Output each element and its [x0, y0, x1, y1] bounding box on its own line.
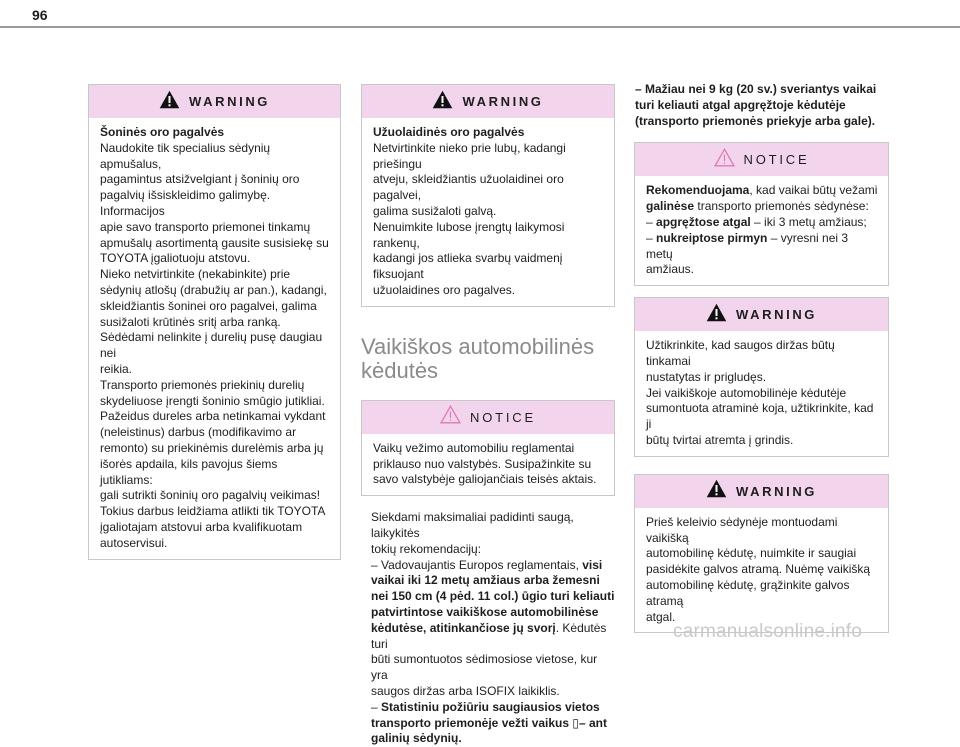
text-line: susižaloti krūtinės sritį arba ranką. [100, 314, 281, 329]
warning-triangle-icon [159, 90, 180, 114]
text-line: galima susižaloti galvą. [373, 203, 497, 218]
rec-line: nei 150 cm (4 pėd. 11 col.) ūgio turi keliauti [371, 589, 615, 604]
text-line: pasidėkite galvos atramą. Nuėmę vaikišką [646, 562, 871, 577]
warning-title: Šoninės oro pagalvės [100, 125, 225, 139]
text-line: Nieko netvirtinkite (nekabinkite) prie [100, 267, 291, 282]
text-line: Sėdėdami nelinkite į durelių pusę daugiau nei [100, 330, 323, 361]
text-line: nustatytas ir prigludęs. [646, 369, 767, 384]
notice-line: galinėse transporto priemonės sėdynėse: [646, 199, 869, 214]
text-line: Prieš keleivio sėdynėje montuodami vaikišką [646, 514, 838, 545]
text-line: gali sutrikti šoninių oro pagalvių veikimas! [100, 488, 321, 503]
text-line: Netvirtinkite nieko prie lubų, kadangi priešingu [373, 140, 566, 171]
notice-box-seating [634, 142, 889, 286]
warning-header [89, 85, 340, 118]
warning-text [646, 515, 878, 626]
rec-line: – Vadovaujantis Europos reglamentais, visi [371, 557, 603, 572]
page-number: 96 [32, 7, 48, 23]
text-line: atveju, skleidžiantis užuolaidinei oro pagalvei, [373, 172, 564, 203]
text-line: užuolaidines oro pagalves. [373, 282, 516, 297]
warning-label: WARNING [735, 307, 818, 323]
text-line: pagalvių išsiskleidimo galimybę. Informacijos [100, 188, 271, 218]
text-line: kadangi jos atlieka svarbų vaidmenį fiksuojant [373, 251, 563, 282]
warning-title: Užuolaidinės oro pagalvės [373, 125, 525, 139]
column-1 [88, 84, 341, 560]
warning-box-head-restraint [634, 474, 889, 634]
text-line: TOYOTA įgaliotuoju atstovu. [100, 251, 251, 266]
text-line: išorės apdaila, kils pavojus šiems jutikliams: [100, 456, 278, 487]
text-line: skleidžiantis šoninei oro pagalvei, galima [100, 298, 317, 313]
text-line: Jei vaikiškoje automobilinėje kėdutėje [646, 385, 847, 400]
text-line: Pažeidus dureles arba netinkamai vykdant [100, 409, 326, 424]
text-line: sumontuota atraminė koja, užtikrinkite, kad ji [646, 401, 874, 432]
text-line: skydeliuose įrengti šoninio smūgio jutikliai. [100, 393, 325, 408]
warning-text [100, 141, 330, 552]
notice-text [373, 441, 604, 488]
rec-line: patvirtintose vaikiškose automobilinėse [371, 604, 599, 619]
text-line: apmušalų asortimentą gausite susisiekę su [100, 235, 329, 250]
text-line: apie savo transporto priemonei tinkamų [100, 219, 311, 234]
warning-box-belt [634, 297, 889, 457]
rec-line: tokių rekomendacijų: [371, 541, 482, 556]
text-line: sėdynių atlošų (drabužių ar pan.), kadangi, [100, 282, 327, 297]
watermark: carmanualsonline.info [673, 621, 863, 642]
notice-header [362, 401, 614, 434]
warning-triangle-icon [432, 90, 453, 114]
rec-line: kėdutėse, atitinkančiose jų svorį. Kėdutės turi [371, 620, 607, 651]
notice-body [362, 434, 614, 495]
warning-header [635, 475, 888, 508]
text-line: (transporto priemonės priekyje arba gale). [635, 113, 876, 128]
text-line: Tokius darbus leidžiama atlikti tik TOYOTA [100, 504, 326, 519]
section-title [361, 335, 615, 383]
notice-triangle-icon [714, 148, 735, 172]
notice-box-regulations [361, 400, 615, 496]
recommendations-text [361, 510, 615, 747]
notice-body [635, 176, 888, 285]
section-title-line-1: Vaikiškos automobilinės [361, 333, 595, 359]
rec-line: būti sumontuotos sėdimosiose vietose, kur yra [371, 652, 598, 683]
text-line: Užtikrinkite, kad saugos diržas būtų tinkamai [646, 338, 835, 368]
warning-header [635, 298, 888, 331]
rec-line: – Statistiniu požiūriu saugiausios vietos [371, 699, 600, 714]
warning-text [646, 338, 878, 449]
text-line: įgaliotajam atstovui arba kvalifikuotam [100, 519, 303, 534]
warning-box-curtain-airbags [361, 84, 615, 307]
column-3 [634, 84, 889, 633]
text-line: autoservisui. [100, 535, 168, 550]
rec-line: galinių sėdynių. [371, 731, 462, 746]
text-line: – Mažiau nei 9 kg (20 sv.) sveriantys vaikai [635, 82, 877, 96]
text-line: automobilinę kėdutę, grąžinkite galvos atramą [646, 577, 850, 608]
text-line: Transporto priemonės priekinių durelių [100, 377, 305, 392]
text-line: pagamintus atsižvelgiant į šoninių oro [100, 172, 300, 187]
warning-triangle-icon [706, 479, 727, 503]
rear-facing-intro [634, 82, 889, 129]
warning-body [362, 118, 614, 306]
text-line: priklauso nuo valstybės. Susipažinkite su [373, 456, 592, 471]
warning-label: WARNING [188, 94, 271, 109]
warning-triangle-icon [706, 303, 727, 327]
notice-line: Rekomenduojama, kad vaikai būtų vežami [646, 183, 878, 198]
warning-label: WARNING [462, 94, 544, 109]
text-line: Vaikų vežimo automobiliu reglamentai [373, 440, 575, 455]
notice-label: NOTICE [470, 409, 536, 425]
warning-body [89, 118, 340, 559]
rec-line: Siekdami maksimaliai padidinti saugą, laikykitės [371, 510, 574, 540]
warning-header [362, 85, 614, 118]
rec-line: saugos diržas arba ISOFIX laikiklis. [371, 683, 560, 698]
text-line: Nenuimkite lubose įrengtų laikymosi rankenų, [373, 219, 565, 250]
text-line: Naudokite tik specialius sėdynių apmušalus, [100, 140, 271, 171]
warning-body [635, 508, 888, 633]
notice-triangle-icon [440, 405, 461, 429]
text-line: reikia. [100, 361, 133, 376]
column-2 [361, 84, 615, 747]
section-title-line-2: kėdutės [361, 357, 439, 383]
text-line: būtų tvirtai atremta į grindis. [646, 432, 794, 447]
top-rule [0, 26, 960, 28]
text-line: (neleistinus) darbus (modifikavimo ar [100, 425, 297, 440]
rec-line: transporto priemonėje vežti vaikus ▯– ant [371, 715, 608, 730]
rec-line: vaikai iki 12 metų amžiaus arba žemesni [371, 573, 600, 588]
warning-text [373, 141, 604, 299]
notice-header [635, 143, 888, 176]
warning-label: WARNING [735, 483, 818, 499]
warning-box-side-airbags [88, 84, 341, 560]
text-line: atgal. [646, 609, 676, 624]
warning-body [635, 331, 888, 456]
text-line: turi keliauti atgal apgręžtoje kėdutėje [635, 97, 846, 112]
notice-line: – apgręžtose atgal – iki 3 metų amžiaus; [646, 214, 867, 229]
text-line: remonto) su priekinėmis durelėmis arba jų [100, 440, 324, 455]
text-line: automobilinę kėdutę, nuimkite ir saugiai [646, 546, 857, 561]
notice-line: – nukreiptose pirmyn – vyresni nei 3 metų [646, 230, 849, 261]
notice-line: amžiaus. [646, 262, 695, 277]
text-line: savo valstybėje galiojančiais teisės aktais. [373, 472, 597, 487]
notice-label: NOTICE [743, 152, 810, 168]
